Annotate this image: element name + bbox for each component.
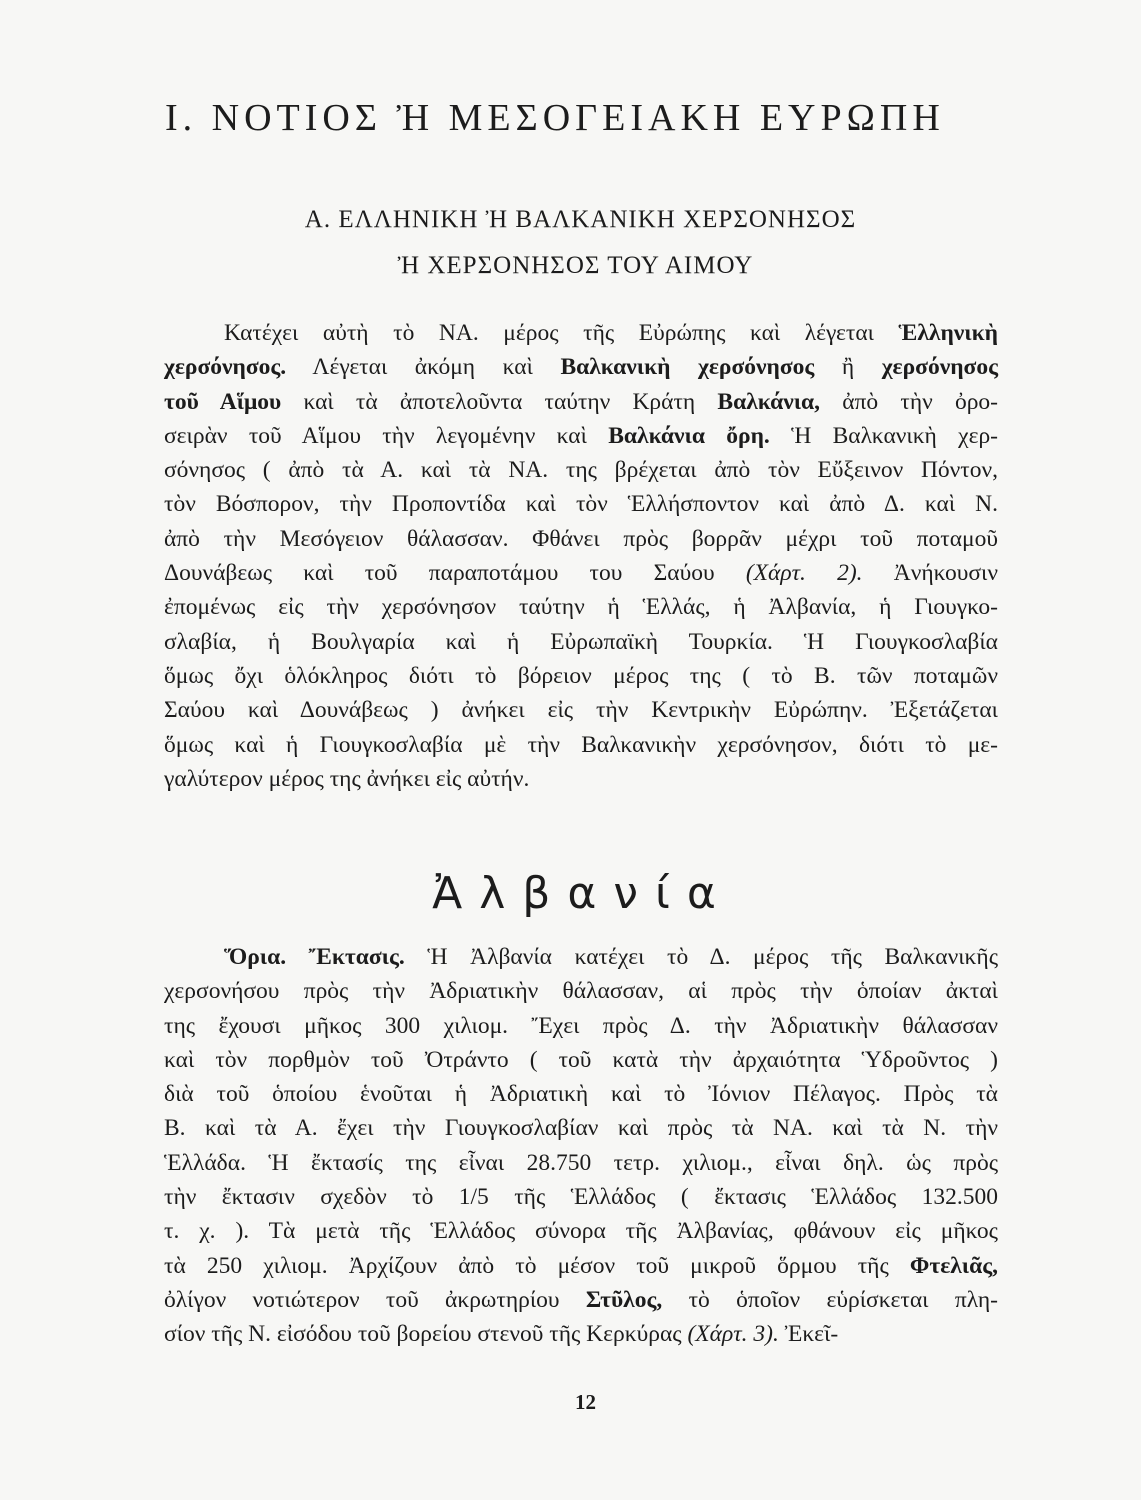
text-line: [164, 453, 998, 487]
chapter-title: I. ΝΟΤΙΟΣ Ἠ ΜΕΣΟΓΕΙΑΚΗ ΕΥΡΩΠΗ: [165, 97, 945, 139]
text-run: τὴν ἔκτασιν σχεδὸν τὸ 1/5 τῆς Ἑλλάδος ( ἔκτασις Ἑλλάδος 132.500: [164, 1184, 998, 1211]
text-run: διὰ τοῦ ὁποίου ἑνοῦται ἡ Ἀδριατικὴ καὶ τὸ Ἰόνιον Πέλαγος. Πρὸς τὰ: [164, 1081, 998, 1108]
text-run: χερσόνησος: [881, 354, 998, 381]
paragraph-balkan-peninsula: [164, 316, 998, 796]
text-run: Ἡ Ἀλβανία κατέχει τὸ Δ. μέρος τῆς Βαλκανικῆς: [404, 944, 998, 970]
text-run: τὸ ὁποῖον εὑρίσκεται πλη-: [662, 1286, 998, 1313]
text-run: τοῦ Αἵμου: [164, 388, 282, 415]
text-line: [164, 1146, 998, 1180]
text-run: Ἐκεῖ-: [778, 1321, 839, 1348]
text-run: Φτελιᾶς,: [909, 1252, 998, 1279]
text-run: ὅμως ὄχι ὁλόκληρος διότι τὸ βόρειον μέρος της ( τὸ Β. τῶν ποταμῶν: [164, 662, 998, 689]
text-line: [164, 1009, 998, 1043]
text-run: τὸν Βόσπορον, τὴν Προποντίδα καὶ τὸν Ἑλλήσποντον καὶ ἀπὸ Δ. καὶ Ν.: [164, 491, 998, 518]
text-run: γαλύτερον μέρος της ἀνήκει εἰς αὐτήν.: [164, 765, 530, 792]
text-line: [164, 316, 998, 350]
text-run: σόνησος ( ἀπὸ τὰ Α. καὶ τὰ ΝΑ. της βρέχεται ἀπὸ τὸν Εὔξεινον Πόντον,: [164, 457, 998, 484]
text-run: Ἑλλάδα. Ἡ ἔκτασίς της εἶναι 28.750 τετρ. χιλιομ., εἶναι δηλ. ὡς πρὸς: [164, 1149, 998, 1176]
text-run: Βαλκάνια,: [717, 388, 821, 415]
text-line: [164, 974, 998, 1008]
text-run: ἐπομένως εἰς τὴν χερσόνησον ταύτην ἡ Ἑλλάς, ἡ Ἀλβανία, ἡ Γιουγκο-: [164, 594, 998, 621]
country-title: Ἀλβανία: [432, 868, 733, 919]
text-run: Βαλκάνια ὄρη.: [608, 422, 770, 449]
text-line: [164, 522, 998, 556]
text-run: Λέγεται ἀκόμη καὶ: [286, 354, 561, 381]
text-run: σειρὰν τοῦ Αἵμου τὴν λεγομένην καὶ: [164, 422, 609, 449]
text-run: τ. χ. ). Τὰ μετὰ τῆς Ἑλλάδος σύνορα τῆς Ἀλβανίας, φθάνουν εἰς μῆκος: [164, 1218, 998, 1245]
text-run: Β. καὶ τὰ Α. ἔχει τὴν Γιουγκοσλαβίαν καὶ πρὸς τὰ ΝΑ. καὶ τὰ Ν. τὴν: [164, 1115, 998, 1142]
text-run: καὶ τὸν πορθμὸν τοῦ Ὀτράντο ( τοῦ κατὰ τὴν ἀρχαιότητα Ὑδροῦντος ): [164, 1046, 998, 1073]
text-run: Βαλκανικὴ χερσόνησος: [560, 354, 815, 381]
text-line: [164, 1111, 998, 1145]
text-run: Κατέχει αὐτὴ τὸ ΝΑ. μέρος τῆς Εὐρώπης καὶ λέγεται: [224, 320, 899, 346]
text-run: Ὅρια. Ἔκτασις.: [224, 944, 405, 970]
text-line: [164, 693, 998, 727]
text-run: (Χάρτ. 2).: [745, 560, 863, 587]
text-line: [164, 385, 998, 419]
text-run: της ἔχουσι μῆκος 300 χιλιομ. Ἔχει πρὸς Δ. τὴν Ἀδριατικὴν θάλασσαν: [164, 1012, 998, 1039]
text-run: (Χάρτ. 3).: [687, 1321, 779, 1348]
text-line: [164, 762, 998, 796]
text-line: [164, 556, 998, 590]
section-subtitle: Ἠ ΧΕΡΣΟΝΗΣΟΣ ΤΟΥ ΑΙΜΟΥ: [397, 252, 754, 279]
text-line: [164, 487, 998, 521]
text-run: Ἀνήκουσιν: [862, 560, 998, 587]
text-line: [164, 1077, 998, 1111]
text-line: [164, 625, 998, 659]
text-line: [164, 659, 998, 693]
text-line: [164, 1043, 998, 1077]
text-line: [164, 419, 998, 453]
text-line: [164, 350, 998, 384]
text-run: καὶ τὰ ἀποτελοῦντα ταύτην Κράτη: [281, 388, 718, 415]
text-line: [164, 1283, 998, 1317]
text-line: [164, 590, 998, 624]
text-run: ἀπὸ τὴν ὀρο-: [820, 388, 999, 415]
text-run: Στῦλος,: [585, 1286, 663, 1313]
text-run: ὀλίγον νοτιώτερον τοῦ ἀκρωτηρίου: [164, 1286, 586, 1313]
text-run: σλαβία, ἡ Βουλγαρία καὶ ἡ Εὐρωπαϊκὴ Τουρκία. Ἡ Γιουγκοσλαβία: [164, 628, 998, 655]
text-run: Σαύου καὶ Δουνάβεως ) ἀνήκει εἰς τὴν Κεντρικὴν Εὐρώπην. Ἐξετάζεται: [164, 697, 998, 724]
text-run: ὅμως καὶ ἡ Γιουγκοσλαβία μὲ τὴν Βαλκανικὴν χερσόνησον, διότι τὸ με-: [164, 731, 998, 758]
text-run: τὰ 250 χιλιομ. Ἀρχίζουν ἀπὸ τὸ μέσον τοῦ μικροῦ ὅρμου τῆς: [164, 1252, 910, 1279]
text-line: [164, 1249, 998, 1283]
text-run: Ἑλληνικὴ: [898, 320, 998, 346]
text-run: χερσόνησος.: [164, 354, 287, 381]
text-run: σίον τῆς Ν. εἰσόδου τοῦ βορείου στενοῦ τῆς Κερκύρας: [164, 1321, 688, 1348]
text-line: [164, 1214, 998, 1248]
text-line: [164, 940, 998, 974]
text-run: ἢ: [814, 354, 882, 381]
text-run: ἀπὸ τὴν Μεσόγειον θάλασσαν. Φθάνει πρὸς βορρᾶν μέχρι τοῦ ποταμοῦ: [164, 525, 998, 552]
text-line: [164, 1180, 998, 1214]
text-run: χερσονήσου πρὸς τὴν Ἀδριατικὴν θάλασσαν, αἱ πρὸς τὴν ὁποίαν ἀκταὶ: [164, 978, 998, 1005]
text-line: [164, 1317, 998, 1351]
text-run: Δουνάβεως καὶ τοῦ παραποτάμου του Σαύου: [164, 560, 746, 587]
text-line: [164, 728, 998, 762]
section-title: Α. ΕΛΛΗΝΙΚΗ Ἠ ΒΑΛΚΑΝΙΚΗ ΧΕΡΣΟΝΗΣΟΣ: [304, 206, 857, 233]
paragraph-albania-borders: [164, 940, 998, 1352]
text-run: Ἡ Βαλκανικὴ χερ-: [769, 422, 998, 449]
page-number: 12: [575, 1390, 596, 1414]
